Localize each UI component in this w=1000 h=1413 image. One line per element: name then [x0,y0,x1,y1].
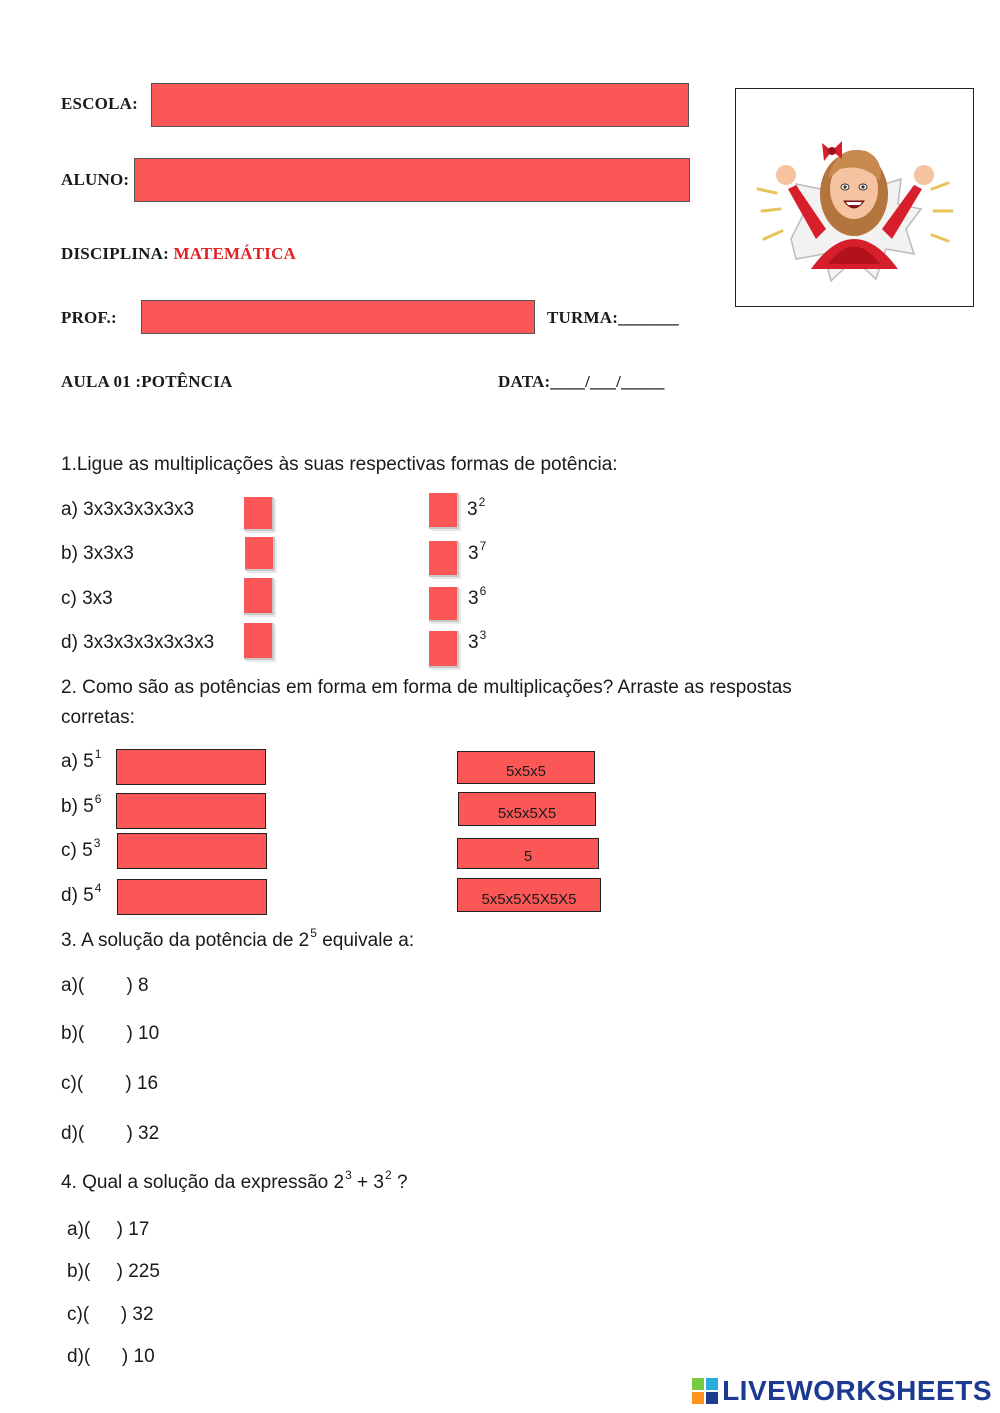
q1-right-b-connector[interactable] [429,541,459,577]
escola-label: ESCOLA: [61,94,138,113]
q1-number: 1. [61,454,77,475]
q4-option-d[interactable]: d)( ) 10 [67,1346,155,1367]
q4-text-mid: + 3 [351,1172,384,1193]
prof-input[interactable] [141,300,535,334]
q2-answer-chip[interactable]: 5 [457,838,599,869]
q4-option-c[interactable]: c)( ) 32 [67,1304,154,1325]
q1-right-c-connector[interactable] [429,587,459,622]
q4-option-a[interactable]: a)( ) 17 [67,1219,150,1240]
q1-right-a [467,495,486,521]
q1-right-a-exp: 2 [478,495,486,509]
q4-text-b: ? [391,1172,408,1193]
liveworksheets-logo-icon [692,1378,718,1404]
q3-text-b: equivale a: [316,930,415,951]
q1-right-b-base: 3 [468,543,479,564]
q3-text-a: 3. A solução da potência de 2 [61,930,310,951]
q2-drop-a[interactable] [116,749,266,785]
q2-item-a-label: a) 5 [61,751,94,772]
q1-left-d: d) 3x3x3x3x3x3x3 [61,632,215,653]
q2-drop-c[interactable] [117,833,267,869]
avatar-illustration [736,89,972,305]
q1-text: Ligue as multiplicações às suas respectivas formas de potência: [76,454,618,475]
q3-prompt [61,926,415,952]
q2-drop-b[interactable] [116,793,266,829]
q2-prompt: 2. Como são as potências em forma em forma de multiplicações? Arraste as respostas [61,677,792,698]
q2-answer-chip[interactable]: 5x5x5 [457,751,595,784]
turma-label: TURMA:_______ [547,308,679,327]
q2-prompt-line2: corretas: [61,707,135,728]
q3-option-a[interactable]: a)( ) 8 [61,975,149,996]
q1-left-b: b) 3x3x3 [61,543,134,564]
q4-exp2: 2 [385,1168,392,1182]
disciplina-label-text: DISCIPLINA: [61,244,169,263]
prof-label: PROF.: [61,308,117,327]
q1-prompt [61,454,618,476]
q1-right-d-exp: 3 [479,628,487,642]
escola-input[interactable] [151,83,689,127]
q3-option-b[interactable]: b)( ) 10 [61,1023,160,1044]
aula-title: AULA 01 :POTÊNCIA [61,372,233,391]
q2-item-a-exp: 1 [94,747,102,761]
q4-text-a: 4. Qual a solução da expressão 2 [61,1172,345,1193]
data-label: DATA:____/___/_____ [498,372,665,391]
avatar-frame [735,88,974,307]
q4-prompt [61,1168,408,1194]
q1-left-a: a) 3x3x3x3x3x3 [61,499,195,520]
q4-option-b[interactable]: b)( ) 225 [67,1261,160,1282]
q3-option-c[interactable]: c)( ) 16 [61,1073,159,1094]
aluno-input[interactable] [134,158,690,202]
q2-item-c-label: c) 5 [61,840,93,861]
liveworksheets-logo[interactable] [692,1375,992,1407]
q2-item-c [61,836,101,862]
q2-item-c-exp: 3 [93,836,101,850]
q1-left-d-connector[interactable] [244,623,274,660]
q3-option-d[interactable]: d)( ) 32 [61,1123,160,1144]
disciplina-value: MATEMÁTICA [173,244,297,263]
q4-exp1: 3 [345,1168,352,1182]
q2-answer-chip[interactable]: 5x5x5X5 [458,792,596,826]
q1-right-a-connector[interactable] [429,493,459,529]
q1-right-c-exp: 6 [479,584,487,598]
q1-right-a-base: 3 [467,499,478,520]
logo-text: LIVEWORKSHEETS [722,1375,992,1406]
q2-answer-chip[interactable]: 5x5x5X5X5X5 [457,878,601,912]
q1-left-b-connector[interactable] [245,537,275,571]
q1-left-c: c) 3x3 [61,588,113,609]
q1-right-c-base: 3 [468,588,479,609]
q2-item-d [61,881,102,907]
disciplina-label [61,244,296,264]
aluno-label: ALUNO: [61,170,130,189]
q2-item-a [61,747,102,773]
q1-right-d-connector[interactable] [429,631,459,668]
q2-item-d-label: d) 5 [61,885,94,906]
q2-drop-d[interactable] [117,879,267,915]
q1-right-b-exp: 7 [479,539,487,553]
q1-left-c-connector[interactable] [244,578,274,615]
q2-item-b-exp: 6 [94,792,102,806]
q2-item-b-label: b) 5 [61,796,94,817]
q2-item-b [61,792,102,818]
q1-right-b [468,539,487,565]
q3-exp: 5 [310,926,317,940]
q1-right-d [468,628,487,654]
q1-right-c [468,584,487,610]
q2-item-d-exp: 4 [94,881,102,895]
q1-right-d-base: 3 [468,632,479,653]
q1-left-a-connector[interactable] [244,497,274,531]
